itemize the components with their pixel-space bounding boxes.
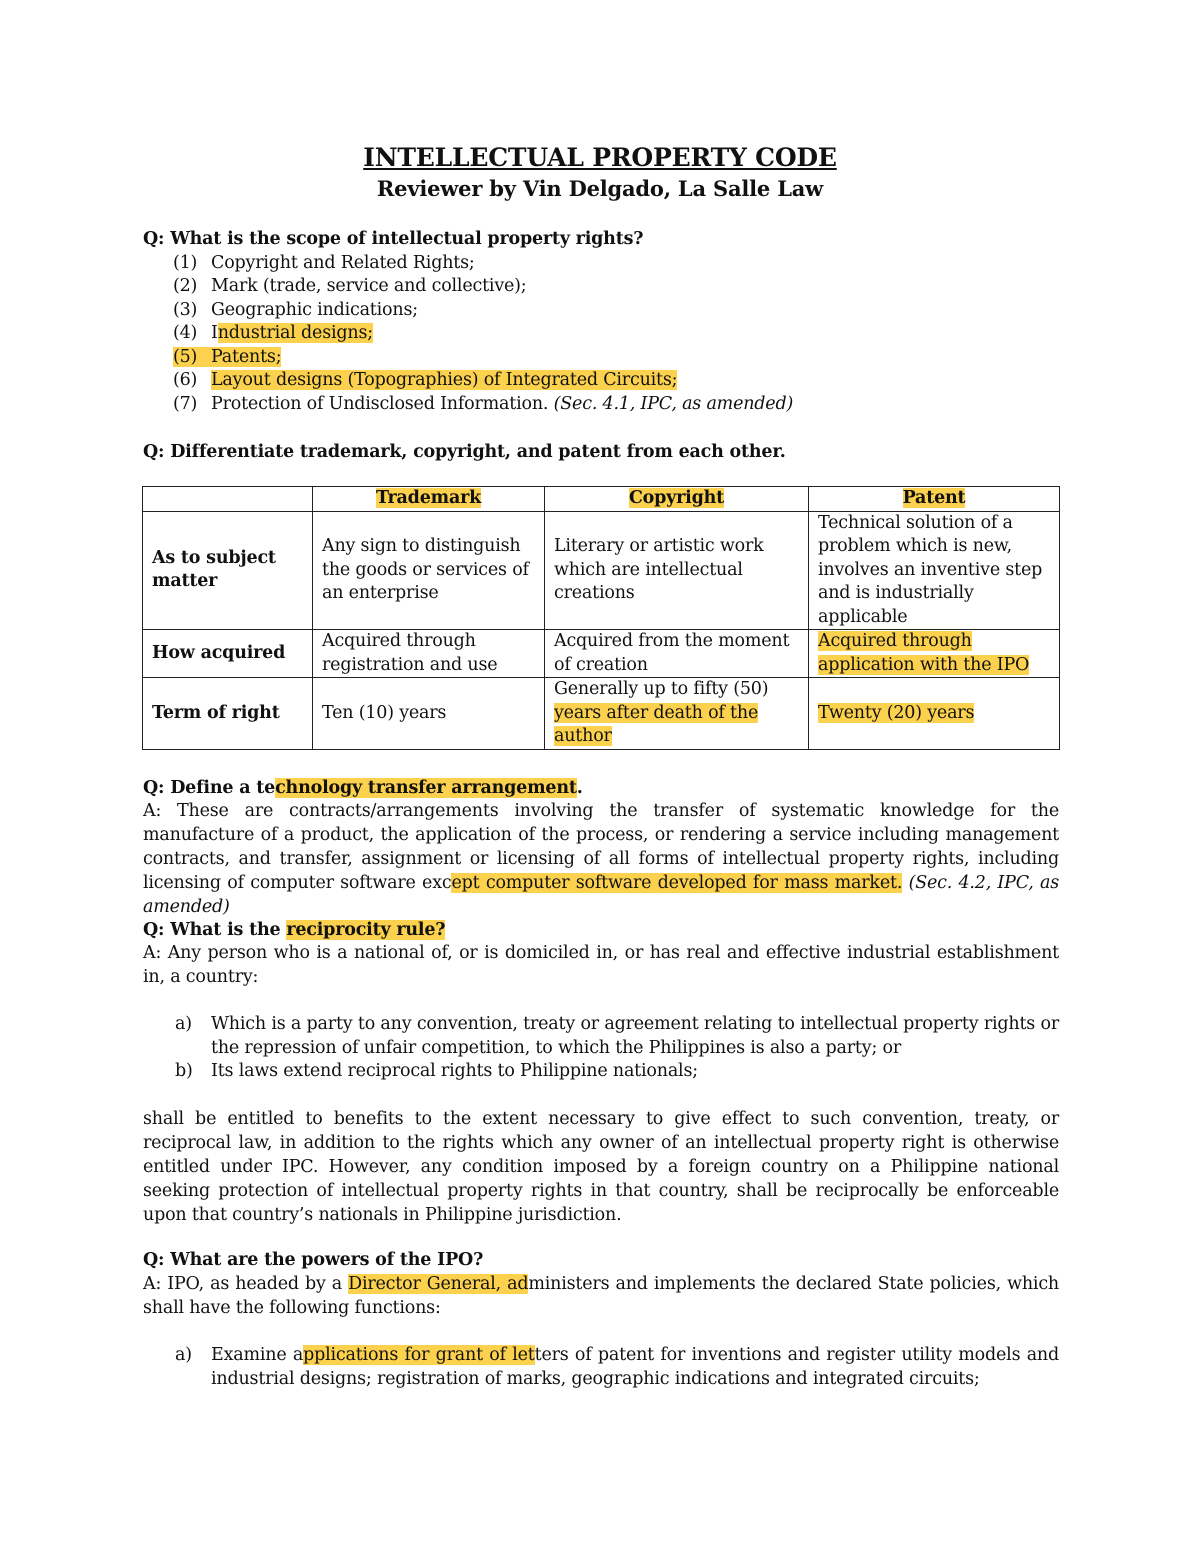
table-cell: Acquired from the moment of creation — [545, 630, 809, 678]
list-item: (4) Industrial designs; — [173, 323, 373, 343]
table-header-row — [143, 487, 1060, 512]
table-cell: Literary or artistic work which are intellectual creations — [545, 511, 809, 630]
table-header-cell: Trademark — [313, 487, 545, 512]
list-item: (3) Geographic indications; — [173, 300, 418, 320]
row-label: Term of right — [143, 678, 313, 750]
answer-reciprocity: A: Any person who is a national of, or is domiciled in, or has real and effective industrial establishment in, a country: — [143, 943, 1059, 987]
list-item: (5) Patents; — [173, 347, 282, 367]
question-scope: Q: What is the scope of intellectual property rights? — [143, 229, 644, 249]
row-label: As to subject matter — [143, 511, 313, 630]
question-differentiate: Q: Differentiate trademark, copyright, and patent from each other. — [143, 442, 786, 462]
table-cell: Any sign to distinguish the goods or services of an enterprise — [313, 511, 545, 630]
table-header-cell: Copyright — [545, 487, 809, 512]
list-item: (1) Copyright and Related Rights; — [173, 253, 475, 273]
answer-ipo-powers: A: IPO, as headed by a Director General, administers and implements the declared State policies, which shall have the following functions: — [143, 1274, 1059, 1318]
table-row — [143, 630, 1060, 678]
list-item: (6) Layout designs (Topographies) of Integrated Circuits; — [173, 370, 678, 390]
document-title: INTELLECTUAL PROPERTY CODE — [363, 143, 837, 172]
comparison-table — [142, 486, 1060, 750]
reciprocity-closing: shall be entitled to benefits to the extent necessary to give effect to such convention, treaty, or reciprocal law, in addition to the rights which any owner of an intellectual property right is otherwise entitled under IPC. However, any condition imposed by a foreign country on a Philippine national seeking protection of intellectual property rights in that country, shall be reciprocally be enforceable upon that country’s nationals in Philippine jurisdiction. — [143, 1109, 1059, 1225]
table-cell: Acquired through registration and use — [313, 630, 545, 678]
table-cell: Twenty (20) years — [809, 678, 1060, 750]
answer-technology-transfer: A: These are contracts/arrangements involving the transfer of systematic knowledge for the manufacture of a product, the application of the process, or rendering a service including management contracts, and transfer, assignment or licensing of all forms of intellectual property rights, including licensing of computer software except computer software developed for mass market. (Sec. 4.2, IPC, as amended) — [143, 801, 1060, 917]
list-item: a) Which is a party to any convention, treaty or agreement relating to intellectual property rights or the repression of unfair competition, to which the Philippines is also a party; or — [175, 1014, 1059, 1058]
row-label: How acquired — [143, 630, 313, 678]
table-cell: Technical solution of a problem which is new, involves an inventive step and is industrially applicable — [809, 511, 1060, 630]
question-reciprocity: Q: What is the reciprocity rule? — [143, 920, 446, 940]
list-item: (7) Protection of Undisclosed Information. (Sec. 4.1, IPC, as amended) — [173, 394, 794, 414]
table-row — [143, 678, 1060, 750]
document-subtitle: Reviewer by Vin Delgado, La Salle Law — [376, 176, 824, 201]
table-row — [143, 511, 1060, 630]
table-header-cell: Patent — [809, 487, 1060, 512]
list-item: (2) Mark (trade, service and collective); — [173, 276, 527, 296]
question-ipo-powers: Q: What are the powers of the IPO? — [143, 1250, 484, 1270]
question-technology-transfer: Q: Define a technology transfer arrangement. — [143, 778, 583, 798]
list-item: a) Examine applications for grant of letters of patent for inventions and register utility models and industrial designs; registration of marks, geographic indications and integrated circuits; — [175, 1345, 1060, 1389]
table-header-cell — [143, 487, 313, 512]
table-cell: Generally up to fifty (50) years after death of the author — [545, 678, 809, 750]
list-item: b) Its laws extend reciprocal rights to Philippine nationals; — [175, 1061, 698, 1081]
table-cell: Ten (10) years — [313, 678, 545, 750]
table-cell: Acquired through application with the IPO — [809, 630, 1060, 678]
